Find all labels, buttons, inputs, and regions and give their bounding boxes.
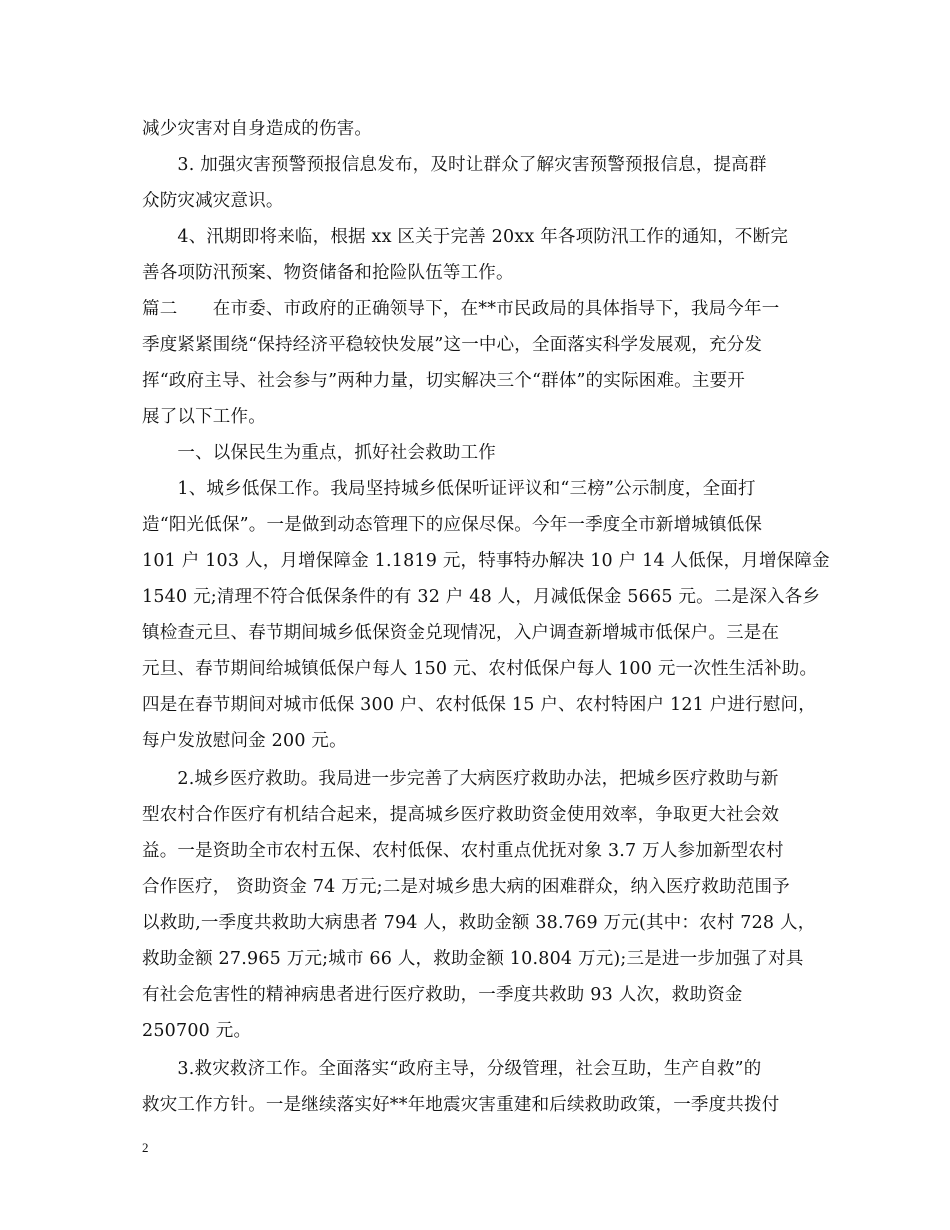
text-line: 救助金额 27.965 万元;城市 66 人，救助金额 10.804 万元);三是进一步加强了对具 [142, 949, 804, 969]
text-line: 4、汛期即将来临，根据 xx 区关于完善 20xx 年各项防汛工作的通知，不断完 [142, 227, 789, 247]
text-line: 3.救灾救济工作。全面落实“政府主导，分级管理，社会互助，生产自救”的 [142, 1059, 762, 1079]
text-line: 合作医疗， 资助资金 74 万元;二是对城乡患大病的困难群众，纳入医疗救助范围予 [142, 877, 790, 897]
text-line: 篇二 在市委、市政府的正确领导下，在**市民政局的具体指导下，我局今年一 [142, 299, 780, 319]
text-line: 型农村合作医疗有机结合起来，提高城乡医疗救助资金使用效率，争取更大社会效 [142, 805, 780, 825]
text-line: 挥“政府主导、社会参与”两种力量，切实解决三个“群体”的实际困难。主要开 [142, 371, 745, 391]
text-line: 减少灾害对自身造成的伤害。 [142, 119, 373, 139]
text-line: 镇检查元旦、春节期间城乡低保资金兑现情况，入户调查新增城市低保户。三是在 [142, 623, 780, 643]
text-line: 101 户 103 人，月增保障金 1.1819 元，特事特办解决 10 户 14 人低保，月增保障金 [142, 551, 830, 571]
text-line: 善各项防汛预案、物资储备和抢险队伍等工作。 [142, 263, 514, 283]
text-line: 四是在春节期间对城市低保 300 户、农村低保 15 户、农村特困户 121 户进行慰问， [142, 695, 816, 715]
text-line: 有社会危害性的精神病患者进行医疗救助，一季度共救助 93 人次，救助资金 [142, 985, 743, 1005]
text-line: 1、城乡低保工作。我局坚持城乡低保听证评议和“三榜”公示制度，全面打 [142, 479, 756, 499]
text-line: 季度紧紧围绕“保持经济平稳较快发展”这一中心，全面落实科学发展观，充分发 [142, 335, 763, 355]
text-line: 众防灾减灾意识。 [142, 191, 284, 211]
text-line: 展了以下工作。 [142, 407, 266, 427]
text-line: 3. 加强灾害预警预报信息发布，及时让群众了解灾害预警预报信息，提高群 [142, 155, 767, 175]
text-line: 250700 元。 [142, 1021, 252, 1041]
text-line: 益。一是资助全市农村五保、农村低保、农村重点优抚对象 3.7 万人参加新型农村 [142, 841, 784, 861]
text-line: 以救助,一季度共救助大病患者 794 人，救助金额 38.769 万元(其中：农村 728 人， [142, 913, 816, 933]
text-line: 造“阳光低保”。一是做到动态管理下的应保尽保。今年一季度全市新增城镇低保 [142, 515, 763, 535]
text-line: 元旦、春节期间给城镇低保户每人 150 元、农村低保户每人 100 元一次性生活补助。 [142, 659, 818, 679]
text-line: 救灾工作方针。一是继续落实好**年地震灾害重建和后续救助政策，一季度共拨付 [142, 1095, 780, 1115]
section-heading: 一、以保民生为重点，抓好社会救助工作 [142, 443, 496, 463]
text-line: 每户发放慰问金 200 元。 [142, 731, 347, 751]
page-number: 2 [142, 1140, 149, 1155]
text-line: 1540 元;清理不符合低保条件的有 32 户 48 人，月减低保金 5665 元。二是深入各乡 [142, 587, 821, 607]
text-line: 2.城乡医疗救助。我局进一步完善了大病医疗救助办法，把城乡医疗救助与新 [142, 769, 779, 789]
